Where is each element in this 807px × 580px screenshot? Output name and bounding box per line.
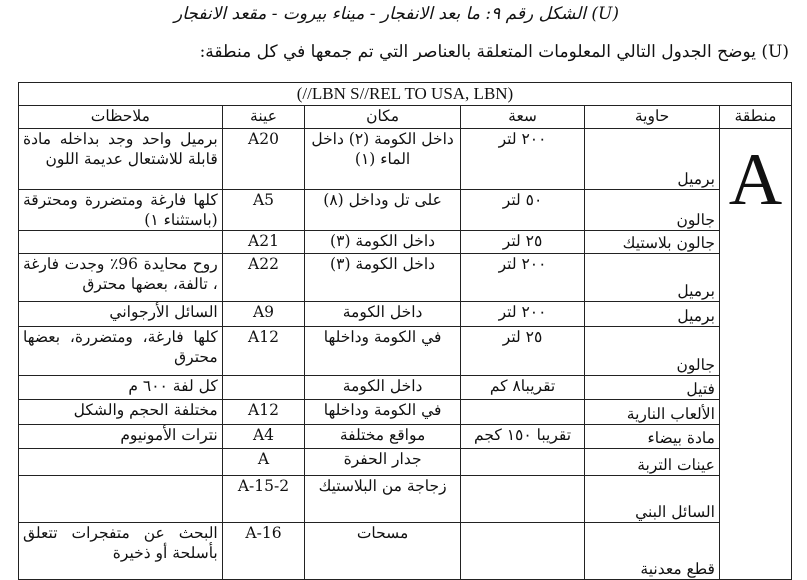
- cell-sample: A12: [222, 327, 305, 376]
- table-row: [19, 476, 792, 523]
- cell-capacity: ٢٠٠ لتر: [460, 129, 584, 190]
- cell-capacity: ٢٠٠ لتر: [460, 254, 584, 302]
- cell-notes: السائل الأرجواني: [19, 302, 223, 327]
- cell-notes: كلها فارغة، ومتضررة، بعضها محترق: [19, 327, 223, 376]
- header-capacity: سعة: [460, 106, 584, 129]
- table-row: [19, 254, 792, 302]
- cell-place: زجاجة من البلاستيك: [305, 476, 461, 523]
- cell-capacity: ٥٠ لتر: [460, 190, 584, 231]
- cell-capacity: [460, 449, 584, 476]
- cell-notes: كلها فارغة ومتضررة ومحترقة (باستثناء ١): [19, 190, 223, 231]
- cell-sample: A5: [222, 190, 305, 231]
- cell-capacity: ٢٠٠ لتر: [460, 302, 584, 327]
- cell-container: جالون: [585, 190, 720, 231]
- cell-notes: نترات الأمونيوم: [19, 425, 223, 449]
- table-body: [19, 129, 792, 580]
- cell-place: داخل الكومة (٢) داخل الماء (١): [305, 129, 461, 190]
- cell-place: داخل الكومة: [305, 302, 461, 327]
- cell-place: مواقع مختلفة: [305, 425, 461, 449]
- cell-sample: A12: [222, 400, 305, 425]
- table-row: [19, 523, 792, 580]
- cell-place: على تل وداخل (٨): [305, 190, 461, 231]
- table-header-row: [19, 106, 792, 129]
- cell-capacity: ٢٥ لتر: [460, 231, 584, 254]
- cell-container: السائل البني: [585, 476, 720, 523]
- cell-place: داخل الكومة (٣): [305, 231, 461, 254]
- cell-sample: A22: [222, 254, 305, 302]
- cell-capacity: [460, 523, 584, 580]
- cell-capacity: [460, 400, 584, 425]
- cell-container: برميل: [585, 302, 720, 327]
- zone-cell: [719, 129, 791, 580]
- cell-notes: [19, 476, 223, 523]
- cell-sample: A-16: [222, 523, 305, 580]
- cell-sample: A: [222, 449, 305, 476]
- cell-sample: A4: [222, 425, 305, 449]
- table-row: [19, 425, 792, 449]
- cell-container: عينات التربة: [585, 449, 720, 476]
- zone-letter: A: [728, 139, 783, 221]
- cell-notes: [19, 449, 223, 476]
- cell-place: جدار الحفرة: [305, 449, 461, 476]
- cell-sample: [222, 376, 305, 400]
- cell-capacity: [460, 476, 584, 523]
- cell-sample: A21: [222, 231, 305, 254]
- header-zone: منطقة: [719, 106, 791, 129]
- intro-paragraph: (U) يوضح الجدول التالي المعلومات المتعلقة بالعناصر التي تم جمعها في كل منطقة:: [199, 42, 789, 62]
- table-row: [19, 190, 792, 231]
- cell-place: في الكومة وداخلها: [305, 400, 461, 425]
- cell-place: داخل الكومة (٣): [305, 254, 461, 302]
- figure-caption: (U) الشكل رقم ٩: ما بعد الانفجار - ميناء بيروت - مقعد الانفجار: [174, 4, 619, 24]
- cell-container: جالون بلاستيك: [585, 231, 720, 254]
- header-notes: ملاحظات: [19, 106, 223, 129]
- cell-notes: برميل واحد وجد بداخله مادة قابلة للاشتعال عديمة اللون: [19, 129, 223, 190]
- cell-place: في الكومة وداخلها: [305, 327, 461, 376]
- cell-notes: [19, 231, 223, 254]
- table-row: [19, 327, 792, 376]
- cell-sample: A20: [222, 129, 305, 190]
- cell-container: مادة بيضاء: [585, 425, 720, 449]
- cell-capacity: ٢٥ لتر: [460, 327, 584, 376]
- cell-place: داخل الكومة: [305, 376, 461, 400]
- cell-container: الألعاب النارية: [585, 400, 720, 425]
- cell-container: جالون: [585, 327, 720, 376]
- header-place: مكان: [305, 106, 461, 129]
- classification-row: [19, 83, 792, 106]
- cell-sample: A9: [222, 302, 305, 327]
- table-row: [19, 449, 792, 476]
- table-row: [19, 231, 792, 254]
- cell-notes: كل لفة ٦٠٠ م: [19, 376, 223, 400]
- cell-notes: مختلفة الحجم والشكل: [19, 400, 223, 425]
- cell-place: مسحات: [305, 523, 461, 580]
- cell-container: برميل: [585, 254, 720, 302]
- cell-container: برميل: [585, 129, 720, 190]
- table-row: [19, 129, 792, 190]
- table-row: [19, 376, 792, 400]
- cell-capacity: تقريبا٨ كم: [460, 376, 584, 400]
- classification-marking: (//LBN S//REL TO USA, LBN): [19, 83, 792, 106]
- cell-capacity: تقريبا ١٥٠ كجم: [460, 425, 584, 449]
- items-table: [18, 82, 792, 580]
- cell-container: فتيل: [585, 376, 720, 400]
- cell-sample: A-15-2: [222, 476, 305, 523]
- table-row: [19, 400, 792, 425]
- header-container: حاوية: [585, 106, 720, 129]
- cell-notes: روح محايدة 96٪ وجدت فارغة ، تالفة، بعضها محترق: [19, 254, 223, 302]
- cell-container: قطع معدنية: [585, 523, 720, 580]
- cell-notes: البحث عن متفجرات تتعلق بأسلحة أو ذخيرة: [19, 523, 223, 580]
- table-row: [19, 302, 792, 327]
- header-sample: عينة: [222, 106, 305, 129]
